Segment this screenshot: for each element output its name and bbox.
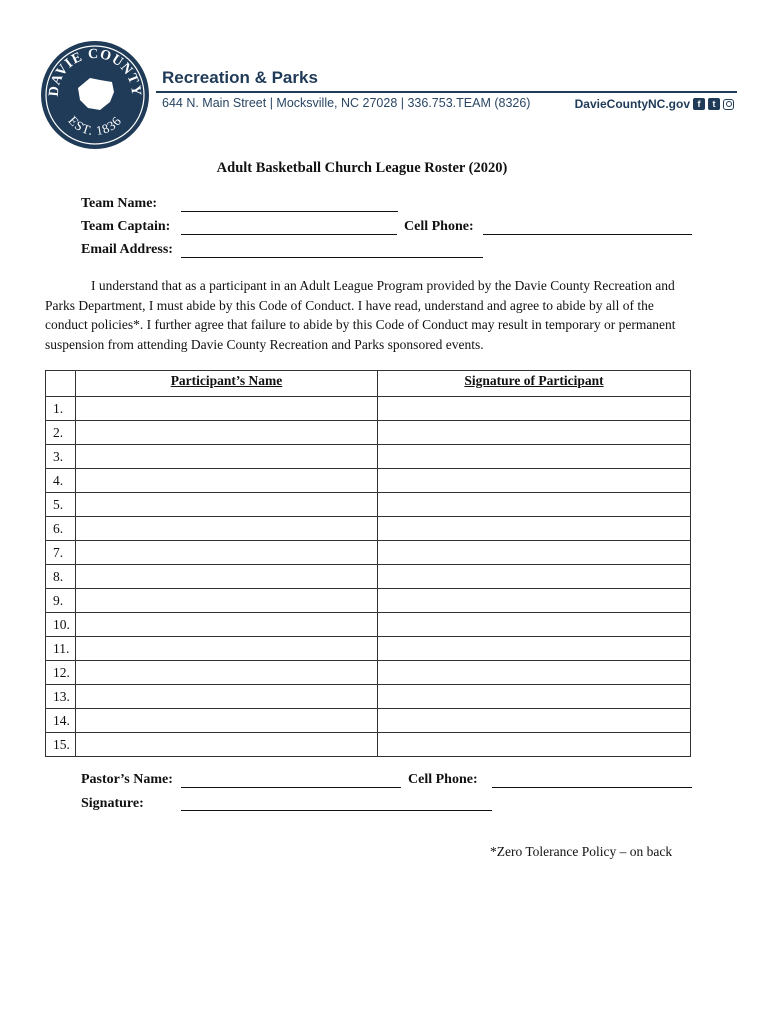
agreement-text: I understand that as a participant in an Adult League Program provided by the Davie County Recreation and Parks Department, I must abide by this Code of Conduct. I have read, understand and agree to abide by all of the conduct policies*. I further agree that failure to abide by this Code of Conduct may result in temporary or permanent suspension from attending Davie County Recreation and Parks sponsored events. (45, 278, 676, 352)
website-block (575, 97, 734, 111)
row-number: 6. (46, 517, 76, 541)
header-divider (156, 91, 737, 93)
participant-name-cell[interactable] (76, 685, 378, 709)
pastor-cell-phone-field[interactable] (492, 787, 692, 788)
table-row (46, 469, 691, 493)
participant-name-cell[interactable] (76, 421, 378, 445)
table-header-row (46, 371, 691, 397)
participant-name-cell[interactable] (76, 541, 378, 565)
participant-signature-cell[interactable] (378, 517, 691, 541)
participant-name-cell[interactable] (76, 493, 378, 517)
seal-text-bottom: EST. 1836 (65, 112, 125, 139)
row-number: 4. (46, 469, 76, 493)
table-row (46, 565, 691, 589)
participant-signature-cell[interactable] (378, 445, 691, 469)
row-number: 5. (46, 493, 76, 517)
team-name-field[interactable] (181, 211, 398, 212)
table-row (46, 733, 691, 757)
participant-signature-cell[interactable] (378, 589, 691, 613)
participant-name-header: Participant’s Name (76, 371, 378, 397)
pastor-name-field[interactable] (181, 787, 401, 788)
participant-signature-cell[interactable] (378, 565, 691, 589)
participant-signature-cell[interactable] (378, 685, 691, 709)
participant-signature-cell[interactable] (378, 397, 691, 421)
participant-name-cell[interactable] (76, 445, 378, 469)
table-row (46, 661, 691, 685)
instagram-icon[interactable] (723, 99, 734, 110)
zero-tolerance-footnote: *Zero Tolerance Policy – on back (490, 844, 673, 859)
participant-name-cell[interactable] (76, 613, 378, 637)
table-row (46, 517, 691, 541)
table-row (46, 589, 691, 613)
participant-name-cell[interactable] (76, 565, 378, 589)
row-number: 9. (46, 589, 76, 613)
code-of-conduct-statement (45, 276, 695, 354)
team-captain-label: Team Captain: (81, 219, 171, 234)
participant-name-cell[interactable] (76, 709, 378, 733)
participant-signature-cell[interactable] (378, 469, 691, 493)
pastor-cell-phone-label: Cell Phone: (408, 772, 478, 787)
twitter-icon[interactable]: t (708, 98, 720, 110)
row-number: 1. (46, 397, 76, 421)
team-name-label: Team Name: (81, 196, 158, 211)
table-row (46, 541, 691, 565)
participant-name-cell[interactable] (76, 517, 378, 541)
team-captain-field[interactable] (181, 234, 397, 235)
table-row (46, 421, 691, 445)
table-row (46, 445, 691, 469)
row-number: 12. (46, 661, 76, 685)
roster-table (45, 370, 691, 757)
row-number: 8. (46, 565, 76, 589)
table-row (46, 637, 691, 661)
participant-signature-header: Signature of Participant (378, 371, 691, 397)
table-row (46, 397, 691, 421)
participant-name-cell[interactable] (76, 589, 378, 613)
participant-signature-cell[interactable] (378, 661, 691, 685)
participant-signature-cell[interactable] (378, 613, 691, 637)
participant-name-cell[interactable] (76, 469, 378, 493)
row-number: 13. (46, 685, 76, 709)
website-link[interactable]: DavieCountyNC.gov (574, 97, 690, 111)
row-number: 14. (46, 709, 76, 733)
participant-name-cell[interactable] (76, 397, 378, 421)
row-number: 11. (46, 637, 76, 661)
participant-signature-cell[interactable] (378, 493, 691, 517)
pastor-name-label: Pastor’s Name: (81, 772, 173, 787)
row-number: 10. (46, 613, 76, 637)
row-number: 7. (46, 541, 76, 565)
row-number: 2. (46, 421, 76, 445)
participant-name-cell[interactable] (76, 733, 378, 757)
participant-signature-cell[interactable] (378, 709, 691, 733)
participant-name-cell[interactable] (76, 637, 378, 661)
table-row (46, 709, 691, 733)
participant-name-cell[interactable] (76, 661, 378, 685)
participant-signature-cell[interactable] (378, 733, 691, 757)
row-number: 3. (46, 445, 76, 469)
number-column-header (46, 371, 76, 397)
captain-cell-phone-field[interactable] (483, 234, 692, 235)
table-row (46, 685, 691, 709)
participant-signature-cell[interactable] (378, 637, 691, 661)
captain-cell-phone-label: Cell Phone: (404, 219, 474, 234)
table-row (46, 613, 691, 637)
email-field[interactable] (181, 257, 483, 258)
org-address: 644 N. Main Street | Mocksville, NC 27028 | 336.753.TEAM (8326) (162, 96, 531, 110)
page-title: Adult Basketball Church League Roster (2020) (216, 160, 508, 176)
participant-signature-cell[interactable] (378, 541, 691, 565)
org-name: Recreation & Parks (162, 68, 318, 87)
table-row (46, 493, 691, 517)
facebook-icon[interactable]: f (693, 98, 705, 110)
davie-county-seal-logo (40, 40, 150, 150)
row-number: 15. (46, 733, 76, 757)
pastor-signature-field[interactable] (181, 810, 492, 811)
email-label: Email Address: (81, 242, 173, 257)
seal-text-top: DAVIE COUNTY (46, 46, 144, 98)
participant-signature-cell[interactable] (378, 421, 691, 445)
signature-label: Signature: (81, 796, 144, 811)
